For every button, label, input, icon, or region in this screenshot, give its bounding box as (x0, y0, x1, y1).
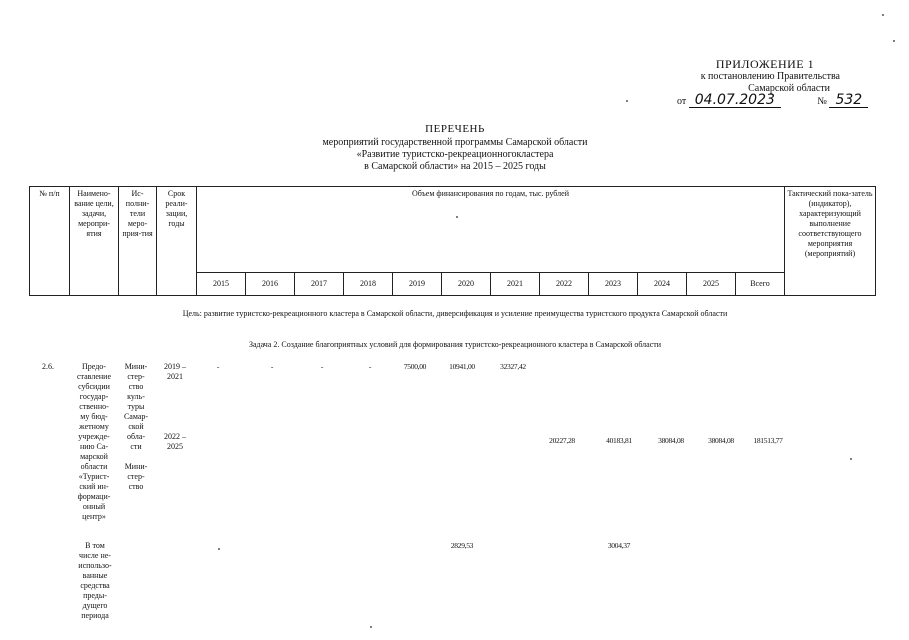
scan-speck (218, 548, 220, 550)
executor-line: Мини- (124, 462, 148, 471)
executor-line: ство (128, 482, 144, 491)
row-name-line: жетному (79, 422, 109, 431)
header-funding: Объем финансирования по годам, тыс. рублей (197, 187, 785, 273)
goal-text: Цель: развитие туристско-рекреационного кластера в Самарской области, диверсификация и усиление преимущества туристского продукта Самарской области (182, 309, 728, 318)
term-line: 2022 – (164, 432, 186, 441)
year-cell: 2021 (491, 273, 540, 296)
row-term (155, 362, 195, 452)
appendix-line: Самарской области (748, 83, 830, 94)
value-2016: - (270, 362, 274, 371)
scan-speck (850, 458, 852, 460)
value-2023: 40183,81 (606, 436, 632, 445)
executor-line: туры (127, 402, 145, 411)
row-name-line: онный (82, 502, 106, 511)
executor-line: Мини- (124, 362, 148, 371)
year-cell: 2020 (442, 273, 491, 296)
row-name-line: му бюд- (80, 412, 108, 421)
year-cell: 2015 (197, 273, 246, 296)
row-executors (118, 362, 154, 492)
subrow-name-line: числе не- (79, 551, 111, 560)
row-name-line: центр» (82, 512, 106, 521)
scan-speck (893, 40, 895, 42)
year-cell: 2019 (393, 273, 442, 296)
header-indicator: Тактический пока-затель (индикатор), характеризующий выполнение соответствующего мероприятия (мероприятий) (785, 187, 876, 296)
handwritten-number: 532 (829, 93, 868, 108)
subtitle-line: мероприятий государственной программы Самарской области (322, 137, 588, 148)
appendix-title: ПРИЛОЖЕНИЕ 1 (715, 57, 815, 71)
number-prefix: № (817, 96, 827, 107)
header-term: Срок реали-зации, годы (157, 187, 197, 296)
executor-line: обла- (126, 432, 146, 441)
row-name-line: нию Са- (79, 442, 109, 451)
document-title: ПЕРЕЧЕНЬ (425, 123, 485, 135)
row-name (70, 362, 118, 522)
row-name-line: формаци- (77, 492, 111, 501)
term-line: 2021 (167, 372, 183, 381)
subrow-name-line: средства (80, 581, 110, 590)
term-line: 2019 – (164, 362, 186, 371)
value-2021: 32327,42 (500, 362, 526, 371)
value-2022: 20227,28 (549, 436, 575, 445)
subrow-name-line: преды- (83, 591, 107, 600)
scan-speck (882, 14, 884, 16)
term-line: 2025 (167, 442, 183, 451)
header-table (29, 186, 876, 296)
row-name-line: марской (80, 452, 108, 461)
value-total: 181513,77 (753, 436, 783, 445)
scan-speck (370, 626, 372, 628)
executor-line: сти (130, 442, 142, 451)
row-name-line: ский ин- (79, 482, 109, 491)
subrow-name-line: дущего (82, 601, 108, 610)
row-name-line: ственно- (79, 402, 109, 411)
subrow-value-2020: 2829,53 (450, 541, 474, 550)
year-cell: 2017 (295, 273, 344, 296)
subrow-name-line: ванные (82, 571, 108, 580)
year-cell: 2016 (246, 273, 295, 296)
value-2018: - (368, 362, 372, 371)
year-cell: 2023 (589, 273, 638, 296)
row-name-line: Предо- (82, 362, 106, 371)
document-subtitle (260, 137, 650, 173)
value-2017: - (320, 362, 324, 371)
row-name-line: государ- (79, 392, 109, 401)
subtitle-line: в Самарской области» на 2015 – 2025 годы (364, 161, 546, 172)
subrow-value-2023: 3004,37 (607, 541, 631, 550)
value-2019: 7500,00 (403, 362, 427, 371)
value-2025: 38084,08 (708, 436, 734, 445)
date-prefix: от (677, 96, 687, 107)
header-executors: Ис-полни-тели меро-прия-тия (119, 187, 157, 296)
executor-line: куль- (127, 392, 145, 401)
handwritten-date: 04.07.2023 (689, 93, 781, 108)
year-cell: 2025 (687, 273, 736, 296)
appendix-line: к постановлению Правительства (700, 71, 840, 82)
value-2024: 38084,08 (658, 436, 684, 445)
appendix-date-row (677, 93, 868, 108)
row-number: 2.6. (42, 362, 54, 371)
header-name: Наимено-вание цели, задачи, меропри-ятия (70, 187, 119, 296)
scan-speck (626, 100, 628, 102)
executor-line: Самар- (123, 412, 149, 421)
executor-line: стер- (127, 472, 145, 481)
year-cell: 2022 (540, 273, 589, 296)
subrow-name-line: использо- (78, 561, 112, 570)
year-cell: 2018 (344, 273, 393, 296)
executor-line: стер- (127, 372, 145, 381)
row-name-line: области (80, 462, 108, 471)
row-name-line: «Турист- (78, 472, 110, 481)
row-name-line: учрежде- (78, 432, 110, 441)
row-name-line: ставление (76, 372, 112, 381)
executor-line: ство (128, 382, 144, 391)
year-cell: 2024 (638, 273, 687, 296)
row-name-line: субсидии (78, 382, 110, 391)
header-num: № п/п (30, 187, 70, 296)
task-text: Задача 2. Создание благоприятных условий для формирования туристско-рекреационного кластера в Самарской области (248, 340, 662, 349)
executor-line: ской (128, 422, 144, 431)
scan-speck (456, 216, 458, 218)
subrow-name-line: периода (81, 611, 109, 620)
subrow-name-line: В том (85, 541, 105, 550)
value-2015: - (216, 362, 220, 371)
subrow-name (70, 541, 120, 621)
year-cell: Всего (736, 273, 785, 296)
subtitle-line: «Развитие туристско-рекреационногокластера (356, 149, 554, 160)
value-2020: 10941,00 (449, 362, 475, 371)
